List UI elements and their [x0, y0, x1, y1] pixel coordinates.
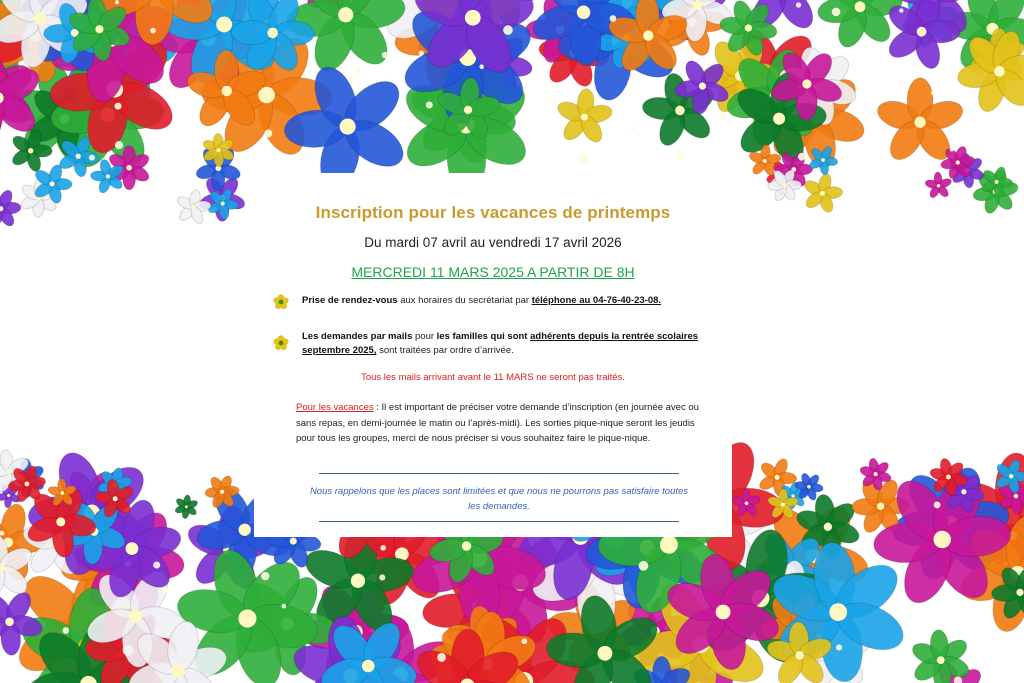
bullet-mail-text2: sont traitées par ordre d’arrivée. — [376, 345, 514, 356]
divider-top — [319, 473, 679, 474]
bullet-mail-underline: adhérents depuis la rentrée scolaires septembre 2025, — [302, 331, 699, 356]
flower-bullet-icon — [272, 293, 290, 311]
vacances-paragraph — [296, 400, 716, 447]
bullet-phone-bold: Prise de rendez-vous — [302, 295, 398, 306]
bullet-mail-text1: pour — [412, 331, 437, 342]
flyer-card — [254, 173, 732, 537]
flower-bullet-icon — [272, 334, 290, 352]
bullet-mail — [302, 330, 702, 358]
warning-text: Tous les mails arrivant avant le 11 MARS ne seront pas traités. — [361, 372, 625, 383]
bullet-mail-bold2: les familles qui sont — [436, 331, 531, 342]
bullet-phone-text: aux horaires du secrétariat par — [397, 295, 532, 306]
divider-bottom — [319, 521, 679, 522]
limited-places-note: Nous rappelons que les places sont limitées et que nous ne pourrons pas satisfaire toutes les demandes. — [309, 486, 689, 512]
period-text: Du mardi 07 avril au vendredi 17 avril 2026 — [364, 235, 622, 250]
phone-number: téléphone au 04-76-40-23-08. — [531, 295, 662, 306]
vacances-lead: Pour les vacances — [296, 402, 374, 413]
vacances-text: : Il est important de préciser votre demande d’inscription (en journée avec ou sans repas, en demi-journée le matin ou l’après-midi). Les sorties pique-nique seront les jeudis pour tous les groupes, merci de nous préciser si vous souhaitez faire le pique-nique. — [296, 402, 699, 444]
bullet-phone — [302, 294, 702, 308]
bullet-mail-bold1: Les demandes par mails — [302, 331, 413, 342]
flyer-title: Inscription pour les vacances de printemps — [315, 203, 671, 222]
opening-date: MERCREDI 11 MARS 2025 A PARTIR DE 8H — [351, 264, 635, 280]
